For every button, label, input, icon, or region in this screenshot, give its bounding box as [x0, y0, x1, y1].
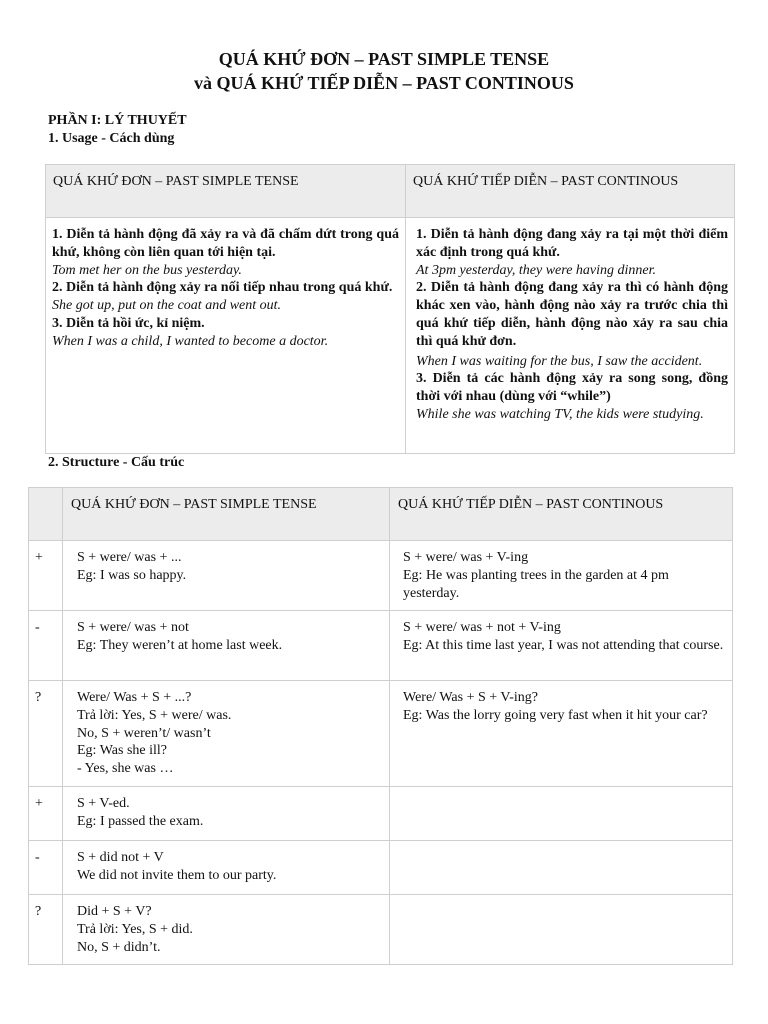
- structure-cell-simple: [63, 895, 390, 965]
- structure-cell-continuous: [390, 895, 733, 965]
- structure-symbol: +: [29, 787, 63, 841]
- structure-line: S + were/ was + not: [77, 620, 189, 635]
- usage-header-simple: QUÁ KHỨ ĐƠN – PAST SIMPLE TENSE: [46, 165, 406, 218]
- usage-example: She got up, put on the coat and went out.: [52, 298, 282, 314]
- structure-line: Trả lời: Yes, S + were/ was.: [77, 707, 232, 723]
- usage-example: When I was waiting for the bus, I saw the accident.: [416, 353, 703, 369]
- structure-line: - Yes, she was …: [77, 761, 174, 777]
- structure-line: Eg: I was so happy.: [77, 567, 187, 583]
- structure-table-header-row: [29, 488, 733, 541]
- structure-row: [29, 541, 733, 611]
- structure-line: Eg: Was the lorry going very fast when it hit your car?: [403, 707, 708, 723]
- structure-line: S + were/ was + ...: [77, 550, 182, 565]
- structure-cell-simple: [63, 787, 390, 841]
- usage-rule: 1. Diễn tả hành động đã xảy ra và đã chấm dứt trong quá khứ, không còn liên quan tới hiện tại.: [52, 227, 399, 260]
- usage-cell-simple: [46, 218, 406, 454]
- usage-example: When I was a child, I wanted to become a doctor.: [52, 333, 329, 349]
- structure-cell-simple: [63, 841, 390, 895]
- structure-symbol: +: [29, 541, 63, 611]
- structure-row: [29, 841, 733, 895]
- structure-symbol: -: [29, 841, 63, 895]
- structure-cell-simple: [63, 681, 390, 787]
- usage-table: [45, 164, 735, 454]
- structure-line: S + were/ was + V-ing: [403, 550, 529, 565]
- structure-table: [28, 487, 733, 965]
- structure-line: Did + S + V?: [77, 904, 152, 919]
- usage-subheading: 1. Usage - Cách dùng: [48, 131, 175, 146]
- structure-header-continuous: QUÁ KHỨ TIẾP DIỄN – PAST CONTINOUS: [390, 488, 733, 541]
- structure-line: Were/ Was + S + ...?: [77, 690, 192, 705]
- structure-line: Eg: I passed the exam.: [77, 813, 204, 829]
- structure-symbol: ?: [29, 681, 63, 787]
- structure-line: We did not invite them to our party.: [77, 867, 277, 883]
- structure-line: S + were/ was + not + V-ing: [403, 620, 561, 635]
- doc-title-line2: và QUÁ KHỨ TIẾP DIỄN – PAST CONTINOUS: [194, 73, 574, 93]
- structure-line: Eg: They weren’t at home last week.: [77, 637, 283, 653]
- structure-cell-simple: [63, 611, 390, 681]
- structure-cell-simple: [63, 541, 390, 611]
- usage-rule: 2. Diễn tả hành động xảy ra nối tiếp nhau trong quá khứ.: [52, 280, 393, 296]
- section1-heading: PHẦN I: LÝ THUYẾT: [48, 113, 187, 128]
- structure-line: Were/ Was + S + V-ing?: [403, 690, 538, 705]
- usage-example: Tom met her on the bus yesterday.: [52, 262, 242, 278]
- structure-line: S + did not + V: [77, 850, 164, 865]
- doc-title-line1: QUÁ KHỨ ĐƠN – PAST SIMPLE TENSE: [218, 49, 550, 69]
- structure-header-symbol: [29, 488, 63, 541]
- structure-row: [29, 787, 733, 841]
- structure-line: Eg: He was planting trees in the garden at 4 pm yesterday.: [403, 567, 669, 601]
- structure-line: Eg: At this time last year, I was not attending that course.: [403, 637, 724, 653]
- structure-cell-continuous: [390, 681, 733, 787]
- structure-line: No, S + didn’t.: [77, 939, 161, 955]
- structure-line: No, S + weren’t/ wasn’t: [77, 725, 211, 741]
- usage-rule: 2. Diễn tả hành động đang xảy ra thì có hành động khác xen vào, hành động nào xảy ra trước chia thì quá khứ tiếp diễn, hành động nào xảy ra sau chia thì quá khử đơn.: [416, 280, 728, 349]
- structure-line: Eg: Was she ill?: [77, 743, 167, 759]
- structure-header-simple: QUÁ KHỨ ĐƠN – PAST SIMPLE TENSE: [63, 488, 390, 541]
- structure-symbol: -: [29, 611, 63, 681]
- structure-cell-continuous: [390, 611, 733, 681]
- structure-row: [29, 895, 733, 965]
- structure-line: Trả lời: Yes, S + did.: [77, 921, 193, 937]
- structure-row: [29, 611, 733, 681]
- usage-table-header-row: [46, 165, 735, 218]
- usage-header-continuous: QUÁ KHỨ TIẾP DIỄN – PAST CONTINOUS: [406, 165, 735, 218]
- usage-rule: 3. Diễn tả hồi ức, kỉ niệm.: [52, 315, 205, 331]
- structure-cell-continuous: [390, 541, 733, 611]
- structure-heading: 2. Structure - Cấu trúc: [48, 455, 185, 470]
- usage-example: At 3pm yesterday, they were having dinner.: [416, 262, 657, 278]
- usage-rule: 1. Diễn tả hành động đang xảy ra tại một thời điểm xác định trong quá khứ.: [416, 227, 728, 260]
- structure-line: S + V-ed.: [77, 796, 130, 811]
- structure-cell-continuous: [390, 841, 733, 895]
- structure-row: [29, 681, 733, 787]
- usage-table-body-row: [46, 218, 735, 454]
- usage-cell-continuous: [406, 218, 735, 454]
- usage-rule: 3. Diễn tả các hành động xảy ra song song, đồng thời với nhau (dùng với “while”): [416, 371, 728, 405]
- structure-symbol: ?: [29, 895, 63, 965]
- structure-cell-continuous: [390, 787, 733, 841]
- usage-example: While she was watching TV, the kids were studying.: [416, 406, 704, 422]
